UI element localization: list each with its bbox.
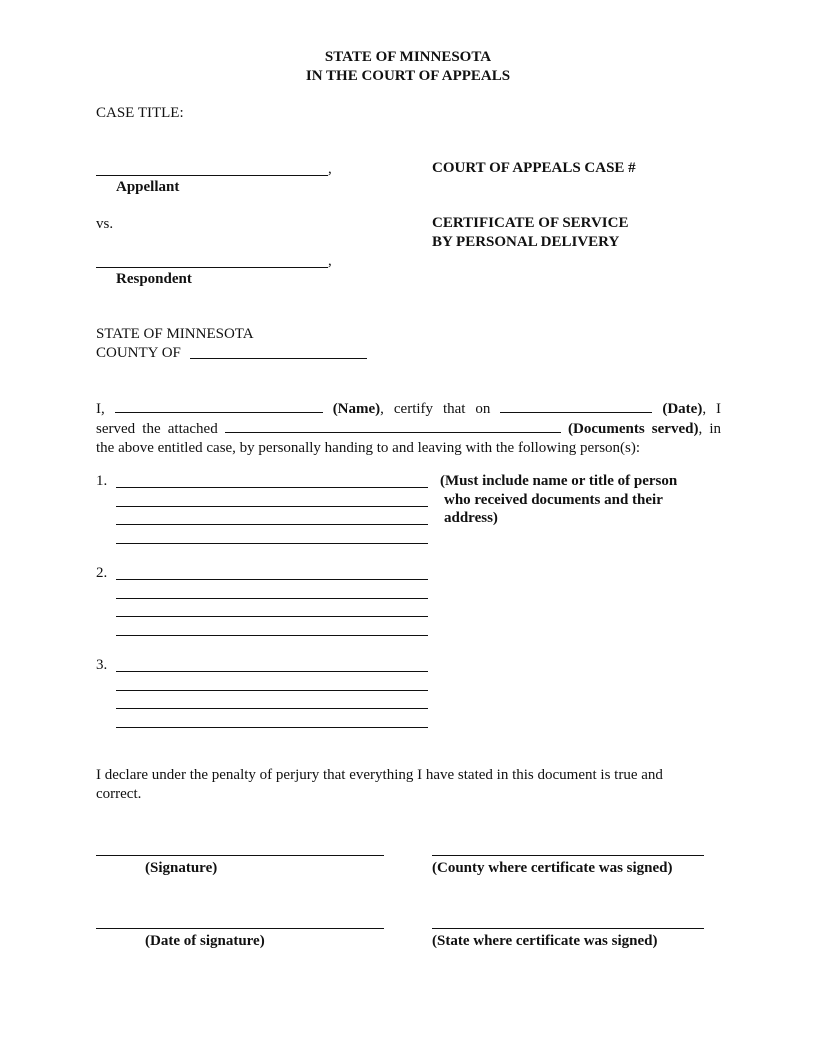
county-line[interactable]	[190, 358, 367, 359]
documents-hint: (Documents served)	[568, 421, 699, 437]
person-1-line[interactable]	[116, 543, 428, 544]
person-note-line2: who received documents and their	[444, 492, 663, 508]
date-hint: (Date)	[662, 401, 703, 417]
person-note-line3: address)	[444, 510, 498, 526]
person-3-line[interactable]	[116, 727, 428, 728]
declaration-line2: correct.	[96, 786, 142, 802]
person-number: 2.	[96, 565, 108, 581]
person-3-line[interactable]	[116, 671, 428, 672]
signature-date-label: (Date of signature)	[145, 933, 265, 949]
certificate-title-line2: BY PERSONAL DELIVERY	[432, 234, 620, 250]
venue-county-label: COUNTY OF	[96, 345, 181, 361]
appellant-comma: ,	[328, 161, 332, 177]
person-1-line[interactable]	[116, 524, 428, 525]
served-text: served the attached	[96, 421, 218, 437]
person-1-line[interactable]	[116, 506, 428, 507]
person-2-line[interactable]	[116, 579, 428, 580]
state-signed-line[interactable]	[432, 928, 704, 929]
venue-state-label: STATE OF MINNESOTA	[96, 326, 254, 342]
name-hint: (Name)	[332, 401, 381, 417]
respondent-comma: ,	[328, 253, 332, 269]
appellant-name-line[interactable]	[96, 175, 328, 176]
case-title-label: CASE TITLE:	[96, 105, 184, 121]
person-3-line[interactable]	[116, 708, 428, 709]
signature-line[interactable]	[96, 855, 384, 856]
certify-text: , certify that on	[380, 401, 491, 417]
signature-date-line[interactable]	[96, 928, 384, 929]
signature-label: (Signature)	[145, 860, 218, 876]
person-2-line[interactable]	[116, 598, 428, 599]
certificate-title-line1: CERTIFICATE OF SERVICE	[432, 215, 629, 231]
county-signed-line[interactable]	[432, 855, 704, 856]
i-label: I,	[96, 401, 105, 417]
respondent-name-line[interactable]	[96, 267, 328, 268]
appellant-label: Appellant	[116, 179, 180, 195]
court-name-heading: IN THE COURT OF APPEALS	[305, 68, 511, 84]
person-note-line1: (Must include name or title of person	[440, 473, 678, 489]
state-signed-label: (State where certificate was signed)	[432, 933, 658, 949]
person-1-line[interactable]	[116, 487, 428, 488]
comma-i-text: , I	[702, 401, 722, 417]
versus-label: vs.	[96, 216, 114, 232]
respondent-label: Respondent	[116, 271, 192, 287]
certification-line3: the above entitled case, by personally handing to and leaving with the following person(s):	[96, 440, 641, 456]
documents-served-blank[interactable]	[225, 419, 561, 433]
declaration-line1: I declare under the penalty of perjury that everything I have stated in this document is true and	[96, 767, 663, 783]
person-2-line[interactable]	[116, 635, 428, 636]
person-number: 3.	[96, 657, 108, 673]
in-text: , in	[698, 421, 722, 437]
service-date-blank[interactable]	[500, 399, 652, 413]
county-signed-label: (County where certificate was signed)	[432, 860, 673, 876]
person-number: 1.	[96, 473, 108, 489]
court-state-heading: STATE OF MINNESOTA	[324, 49, 492, 65]
case-number-label: COURT OF APPEALS CASE #	[432, 160, 636, 176]
person-3-line[interactable]	[116, 690, 428, 691]
certifier-name-blank[interactable]	[115, 399, 323, 413]
person-2-line[interactable]	[116, 616, 428, 617]
certification-paragraph	[96, 399, 721, 458]
